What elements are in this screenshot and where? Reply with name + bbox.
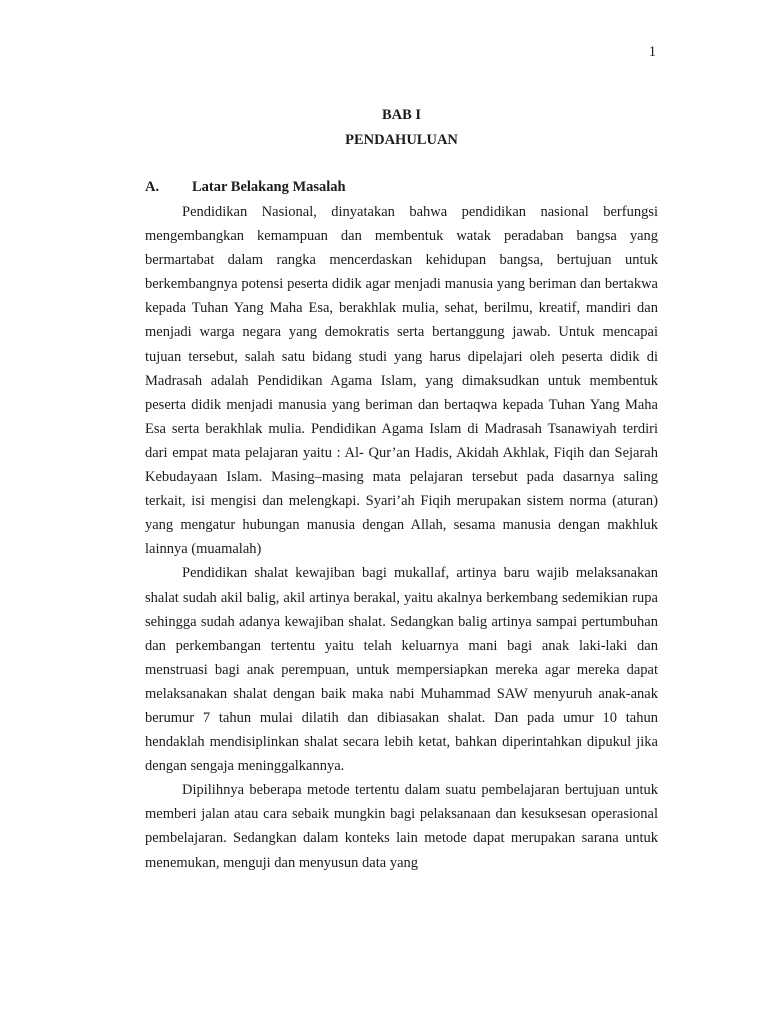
chapter-heading <box>145 103 658 153</box>
section-number: A. <box>145 179 160 195</box>
section-heading <box>145 176 658 198</box>
body-text <box>145 200 658 875</box>
paragraph: Pendidikan shalat kewajiban bagi mukallaf, artinya baru wajib melaksanakan shalat sudah akil balig, akil artinya berakal, yaitu akalnya berkembang sedemikian rupa sehingga sudah adanya kewajiban shalat. Sedangkan balig artinya sampai pertumbuhan dan perkembangan tertentu yaitu telah keluarnya mani bagi anak laki-laki dan menstruasi bagi anak perempuan, untuk mempersiapkan mereka agar mereka dapat melaksanakan shalat dengan baik maka nabi Muhammad SAW menyuruh anak-anak berumur 7 tahun mulai dilatih dan dibiasakan shalat. Dan pada umur 10 tahun hendaklah mendisiplinkan shalat secara lebih ketat, bahkan diperintahkan dipukul jika dengan sengaja meninggalkannya. <box>145 565 658 775</box>
chapter-label: BAB I <box>381 107 422 123</box>
paragraph: Dipilihnya beberapa metode tertentu dalam suatu pembelajaran bertujuan untuk memberi jalan atau cara sebaik mungkin bagi pelaksanaan dan kesuksesan operasional pembelajaran. Sedangkan dalam konteks lain metode dapat merupakan sarana untuk menemukan, menguji dan menyusun data yang <box>145 782 658 871</box>
section-title: Latar Belakang Masalah <box>192 179 346 195</box>
chapter-title: PENDAHULUAN <box>345 132 458 148</box>
page-number: 1 <box>648 44 656 60</box>
paragraph: Pendidikan Nasional, dinyatakan bahwa pendidikan nasional berfungsi mengembangkan kemampuan dan membentuk watak peradaban bangsa yang bermartabat dalam rangka mencerdaskan kehidupan bangsa, bertujuan untuk berkembangnya potensi peserta didik agar menjadi manusia yang beriman dan bertakwa kepada Tuhan Yang Maha Esa, berakhlak mulia, sehat, berilmu, kreatif, mandiri dan menjadi warga negara yang demokratis serta bertanggung jawab. Untuk mencapai tujuan tersebut, salah satu bidang studi yang harus dipelajari oleh peserta didik di Madrasah adalah Pendidikan Agama Islam, yang dimaksudkan untuk membentuk peserta didik menjadi manusia yang beriman dan bertaqwa kepada Tuhan Yang Maha Esa serta berakhlak mulia. Pendidikan Agama Islam di Madrasah Tsanawiyah terdiri dari empat mata pelajaran yaitu : Al- Qur’an Hadis, Akidah Akhlak, Fiqih dan Sejarah Kebudayaan Islam. Masing–masing mata pelajaran tersebut pada dasarnya saling terkait, isi mengisi dan melengkapi. Syari’ah Fiqih merupakan sistem norma (aturan) yang mengatur hubungan manusia dengan Allah, sesama manusia dengan makhluk lainnya (muamalah) <box>145 204 658 558</box>
